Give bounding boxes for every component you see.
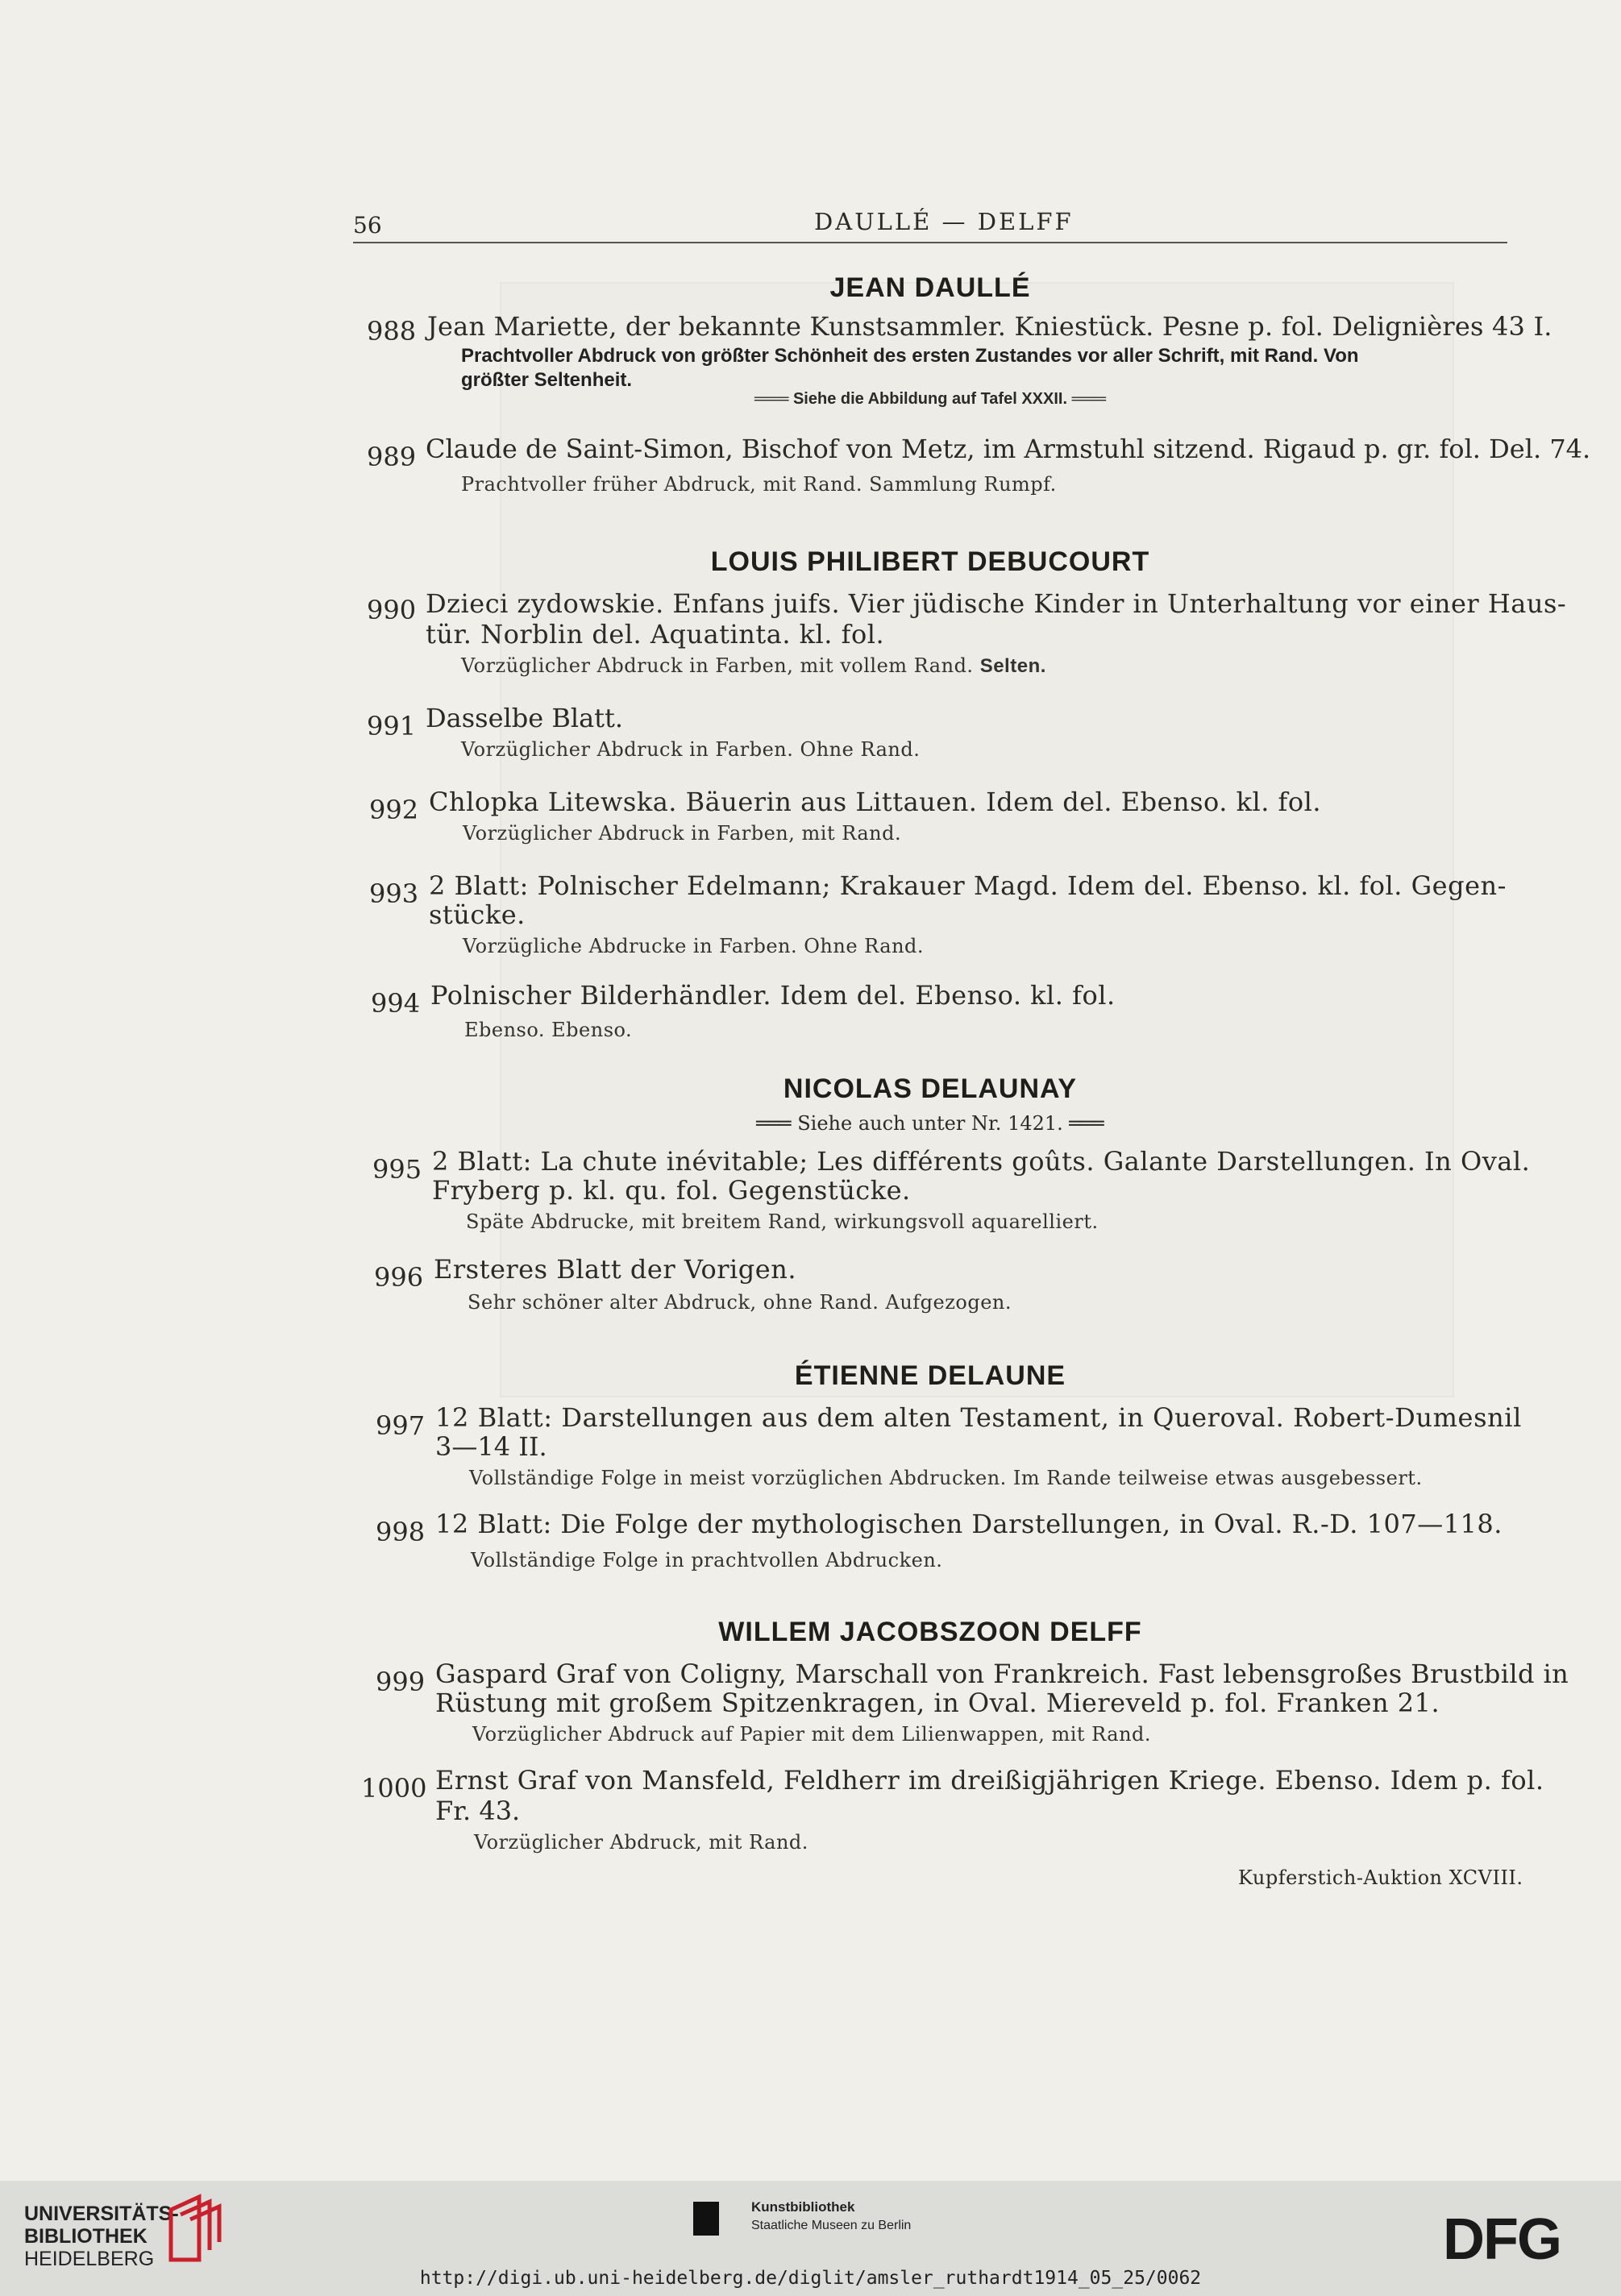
entry-text: 3—14 II. — [435, 1431, 547, 1462]
section-heading: WILLEM JACOBSZOON DELFF — [718, 1617, 1142, 1647]
entry-text: stücke. — [429, 899, 526, 930]
cross-reference: ═══ Siehe auch unter Nr. 1421. ═══ — [756, 1112, 1104, 1135]
entry-text: Rüstung mit großem Spitzenkragen, in Oval. Miereveld p. fol. Franken 21. — [435, 1688, 1440, 1718]
entry-note: Vorzüglicher Abdruck, mit Rand. — [474, 1831, 808, 1854]
entry-note: Vollständige Folge in prachtvollen Abdrucken. — [471, 1549, 943, 1571]
entry-number: 990 — [367, 595, 417, 625]
entry-note: Prachtvoller früher Abdruck, mit Rand. Sammlung Rumpf. — [461, 473, 1057, 496]
running-head: DAULLÉ — DELFF — [814, 208, 1074, 235]
entry-text: 2 Blatt: Polnischer Edelmann; Krakauer Magd. Idem del. Ebenso. kl. fol. Gegen- — [429, 870, 1507, 901]
entry-text: 12 Blatt: Die Folge der mythologischen Darstellungen, in Oval. R.-D. 107—118. — [435, 1509, 1503, 1539]
entry-note: Vollständige Folge in meist vorzüglichen Abdrucken. Im Rande teilweise etwas ausgebessert. — [469, 1467, 1423, 1489]
entry-note: Späte Abdrucke, mit breitem Rand, wirkungsvoll aquarelliert. — [466, 1210, 1099, 1233]
section-heading: NICOLAS DELAUNAY — [783, 1073, 1078, 1104]
entry-text: Jean Mariette, der bekannte Kunstsammler. Kniestück. Pesne p. fol. Delignières 43 I. — [427, 311, 1552, 342]
entry-text: Polnischer Bilderhändler. Idem del. Ebenso. kl. fol. — [430, 980, 1116, 1011]
entry-text: Ernst Graf von Mansfeld, Feldherr im dreißigjährigen Kriege. Ebenso. Idem p. fol. — [435, 1765, 1544, 1796]
page-number: 56 — [353, 212, 382, 239]
catalog-footer: Kupferstich-Auktion XCVIII. — [1238, 1866, 1523, 1889]
entry-number: 999 — [376, 1667, 426, 1697]
entry-text: 2 Blatt: La chute inévitable; Les différents goûts. Galante Darstellungen. In Oval. — [432, 1146, 1531, 1177]
ub-line-1: UNIVERSITÄTS- — [24, 2203, 179, 2225]
entry-text: Gaspard Graf von Coligny, Marschall von Frankreich. Fast lebensgroßes Brustbild in — [435, 1659, 1569, 1689]
entry-note: größter Seltenheit. — [461, 369, 633, 391]
ub-line-3: HEIDELBERG — [24, 2248, 155, 2270]
entry-number: 991 — [367, 711, 417, 741]
entry-number: 989 — [367, 442, 417, 472]
kb-line-2: Staatliche Museen zu Berlin — [751, 2219, 912, 2232]
entry-text: Ersteres Blatt der Vorigen. — [434, 1254, 796, 1285]
ub-heidelberg-logo-text[interactable] — [24, 2203, 179, 2270]
entry-number: 996 — [374, 1262, 424, 1293]
dfg-logo[interactable]: DFG — [1443, 2207, 1561, 2272]
entry-number: 993 — [369, 878, 419, 909]
kunstbibliothek-label[interactable] — [751, 2198, 911, 2235]
ub-heidelberg-logo-icon — [163, 2194, 227, 2263]
section-heading: LOUIS PHILIBERT DEBUCOURT — [710, 546, 1150, 577]
kb-line-1: Kunstbibliothek — [751, 2199, 855, 2215]
entry-note: Vorzüglicher Abdruck auf Papier mit dem Lilienwappen, mit Rand. — [472, 1723, 1152, 1746]
entry-text: tür. Norblin del. Aquatinta. kl. fol. — [426, 619, 885, 650]
entry-number: 988 — [367, 316, 417, 347]
entry-text: Chlopka Litewska. Bäuerin aus Littauen. Idem del. Ebenso. kl. fol. — [429, 787, 1322, 817]
entry-note: Vorzügliche Abdrucke in Farben. Ohne Rand. — [463, 935, 925, 957]
permalink-url[interactable]: http://digi.ub.uni-heidelberg.de/diglit/amsler_ruthardt1914_05_25/0062 — [419, 2268, 1202, 2289]
entry-number: 995 — [372, 1154, 422, 1185]
section-heading: ÉTIENNE DELAUNE — [794, 1360, 1066, 1391]
entry-note: Vorzüglicher Abdruck in Farben, mit vollem Rand. Selten. — [461, 654, 1046, 677]
ub-line-2: BIBLIOTHEK — [24, 2225, 148, 2248]
kunstbibliothek-logo-icon — [693, 2202, 719, 2236]
entry-note: Sehr schöner alter Abdruck, ohne Rand. Aufgezogen. — [468, 1291, 1012, 1314]
entry-note: Vorzüglicher Abdruck in Farben, mit Rand. — [463, 822, 902, 845]
entry-number: 994 — [371, 988, 421, 1019]
entry-text: Fryberg p. kl. qu. fol. Gegenstücke. — [432, 1175, 911, 1206]
entry-number: 1000 — [361, 1773, 427, 1804]
entry-note: Vorzüglicher Abdruck in Farben. Ohne Rand. — [461, 738, 921, 761]
header-rule — [353, 242, 1507, 243]
entry-note: Ebenso. Ebenso. — [464, 1019, 633, 1041]
entry-number: 992 — [369, 795, 419, 825]
entry-text: Fr. 43. — [435, 1796, 521, 1826]
section-heading: JEAN DAULLÉ — [829, 272, 1031, 303]
entry-text: 12 Blatt: Darstellungen aus dem alten Testament, in Queroval. Robert-Dumesnil — [435, 1402, 1522, 1433]
entry-number: 997 — [376, 1410, 426, 1441]
entry-number: 998 — [376, 1517, 426, 1547]
entry-text: Dasselbe Blatt. — [426, 703, 624, 733]
entry-text: Dzieci zydowskie. Enfans juifs. Vier jüdische Kinder in Unterhaltung vor einer Haus- — [426, 588, 1567, 619]
entry-note: Prachtvoller Abdruck von größter Schönheit des ersten Zustandes vor aller Schrift, mit Rand. Von — [461, 345, 1359, 367]
plate-reference: ═══ Siehe die Abbildung auf Tafel XXXII. ═══ — [754, 390, 1107, 408]
entry-text: Claude de Saint-Simon, Bischof von Metz, im Armstuhl sitzend. Rigaud p. gr. fol. Del. 74. — [426, 434, 1591, 464]
